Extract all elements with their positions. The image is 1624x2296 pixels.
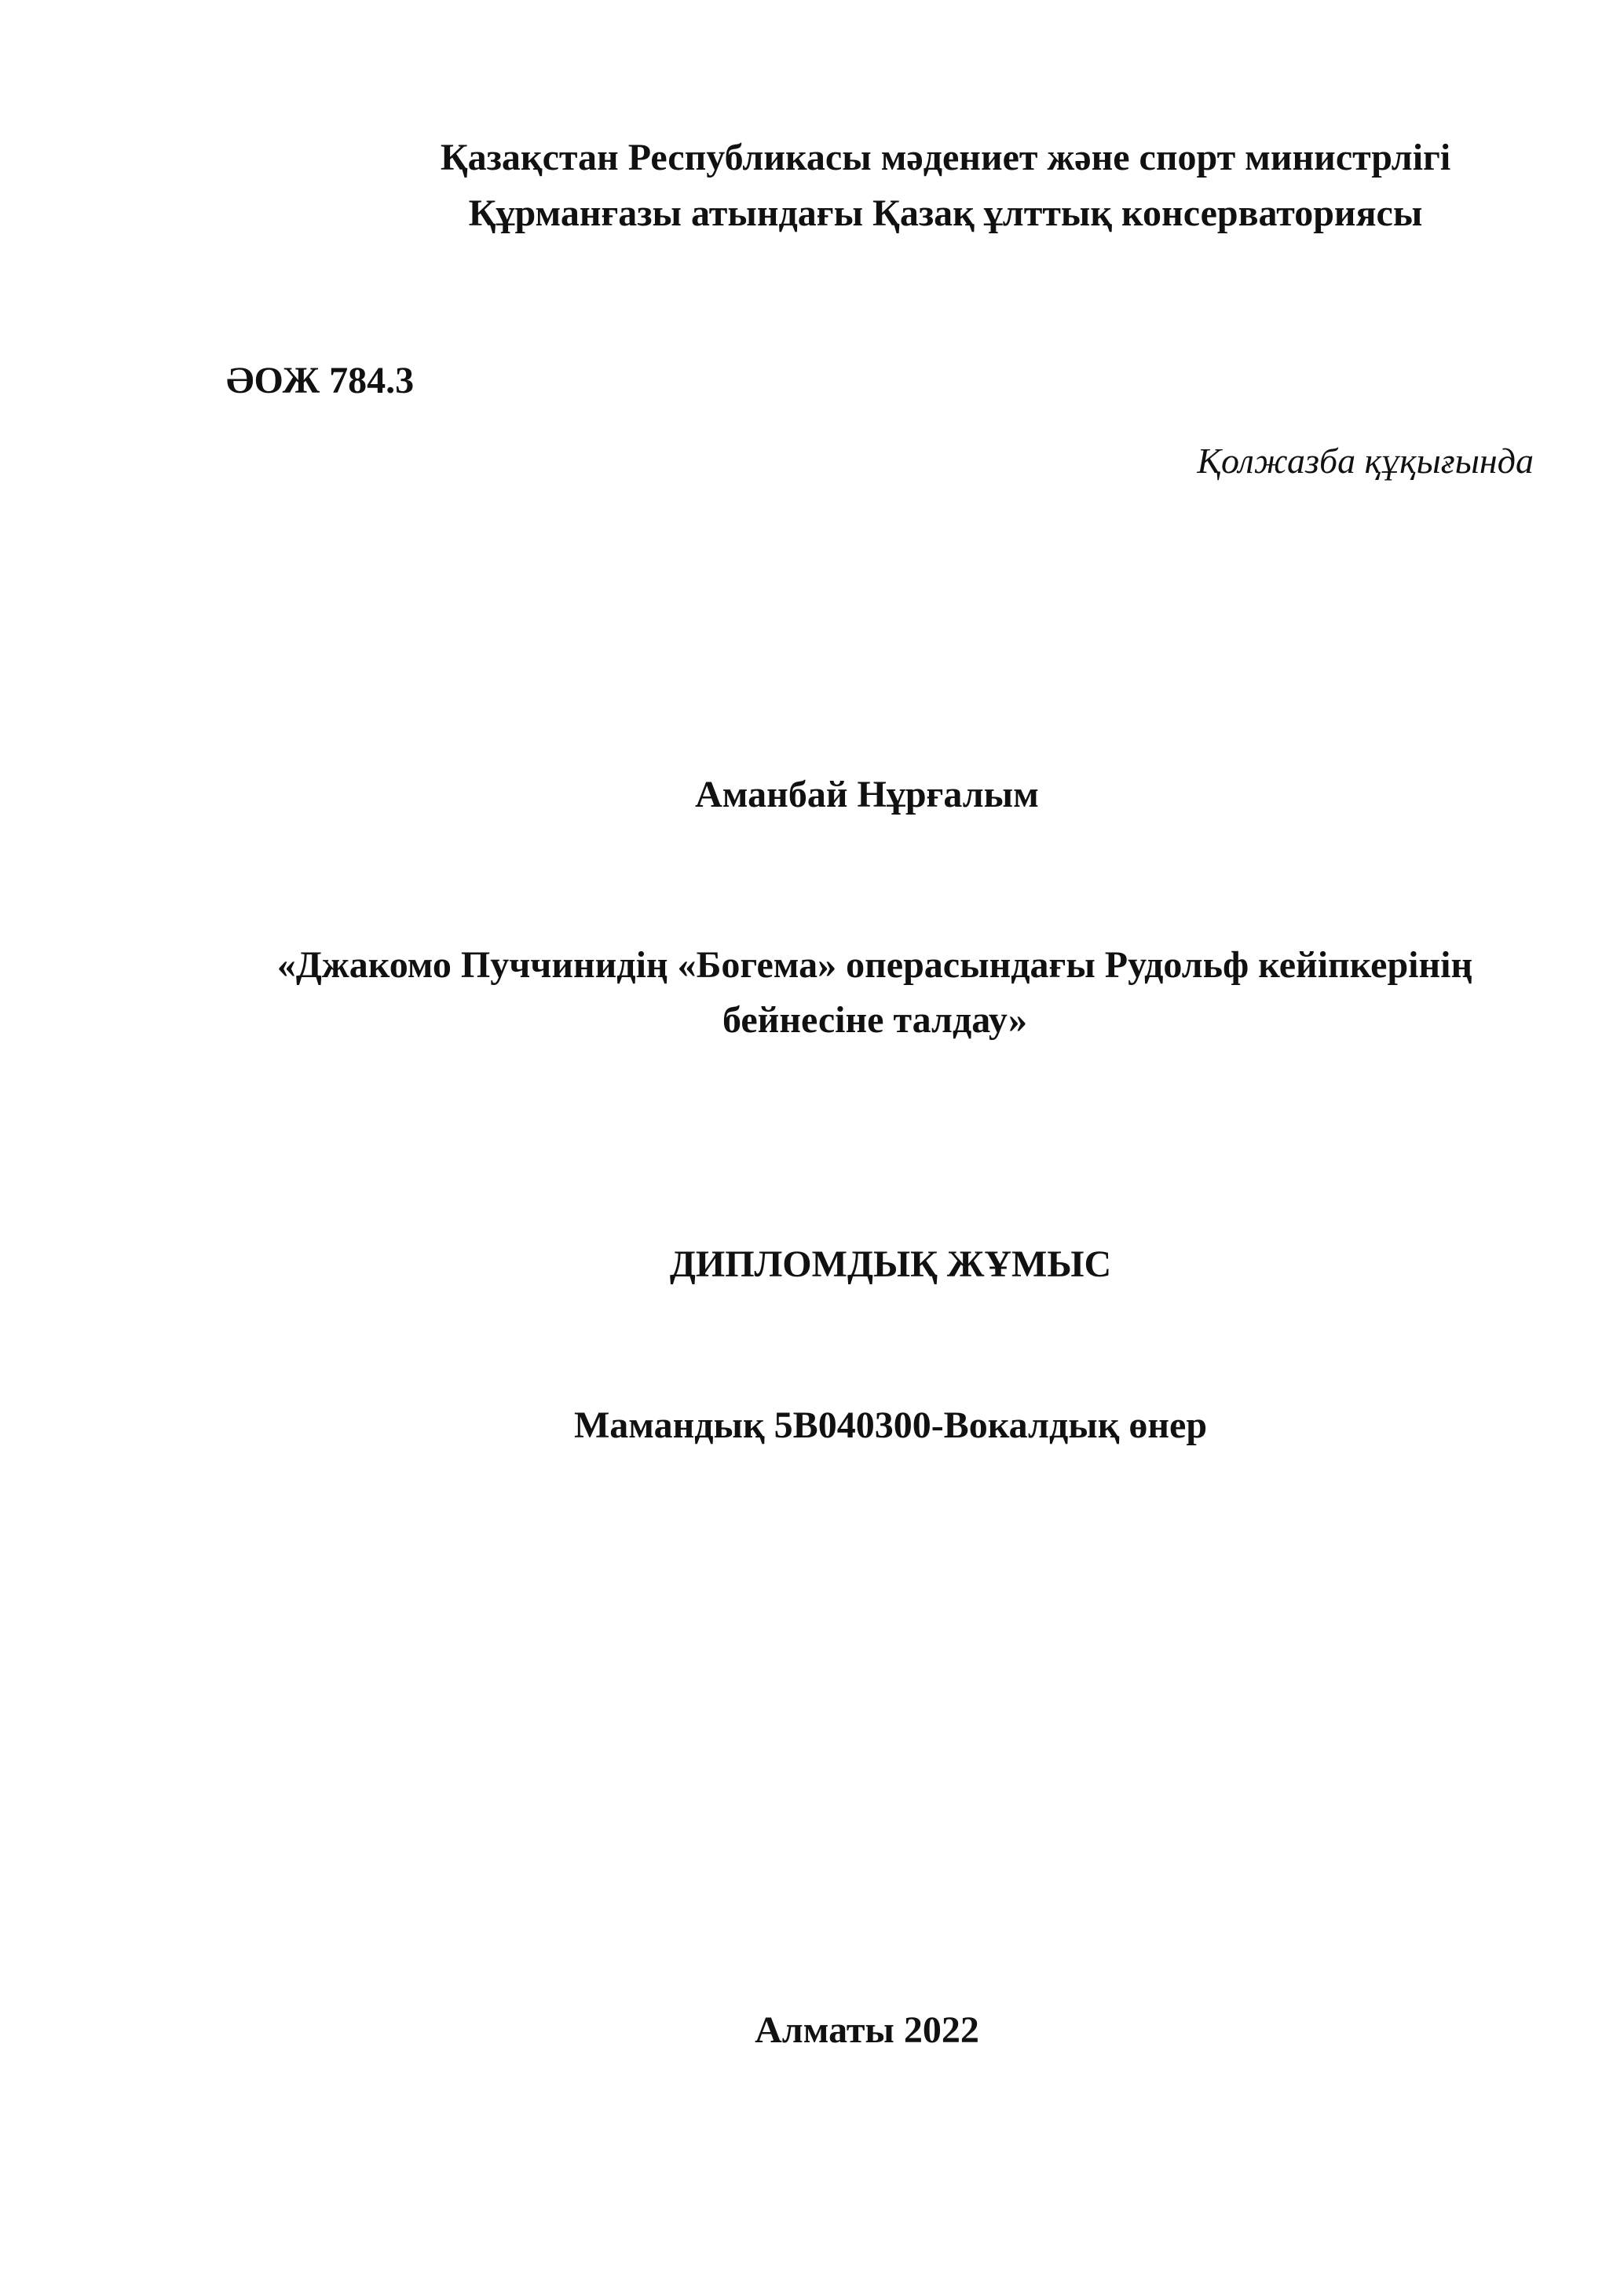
work-type-heading: ДИПЛОМДЫҚ ЖҰМЫС <box>669 1243 1112 1285</box>
manuscript-rights-note: Қолжазба құқығында <box>1197 441 1534 481</box>
author-name: Аманбай Нұрғалым <box>695 774 1039 815</box>
thesis-title-line-1: «Джакомо Пуччинидің «Богема» операсындағы Рудольф кейіпкерінің <box>276 944 1473 986</box>
city-year: Алматы 2022 <box>755 2009 979 2051</box>
ministry-heading: Қазақстан Республикасы мәдениет және спорт министрлігі <box>440 137 1451 178</box>
udc-code: ӘОЖ 784.3 <box>226 360 415 401</box>
conservatory-heading: Құрманғазы атындағы Қазақ ұлттық консерваториясы <box>468 192 1423 234</box>
thesis-title-line-2: бейнесіне талдау» <box>722 999 1028 1041</box>
specialty-line: Мамандық 5В040300-Вокалдық өнер <box>573 1404 1208 1446</box>
